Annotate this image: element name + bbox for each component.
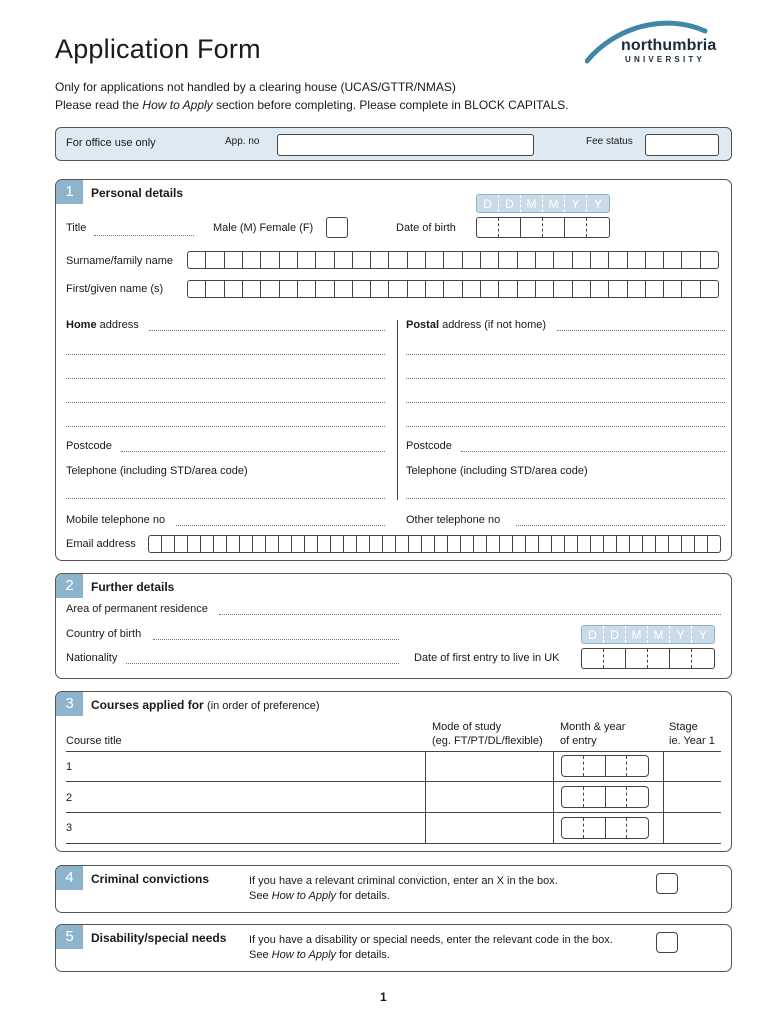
table-row-number: 3 — [66, 822, 73, 834]
home-address-line-1[interactable] — [149, 330, 385, 331]
entry-date-format-hint: D D M M Y Y — [581, 625, 715, 644]
section-number: 1 — [56, 180, 83, 204]
surname-field[interactable] — [187, 251, 719, 269]
col-mode-line-1: Mode of study — [432, 721, 502, 733]
postal-telephone-field[interactable] — [406, 498, 725, 499]
intro-line-2: Please read the How to Apply section before completing. Please complete in BLOCK CAPITALS. — [55, 98, 569, 112]
firstname-label: First/given name (s) — [66, 283, 164, 295]
title-label: Title — [66, 222, 87, 234]
sex-field[interactable] — [326, 217, 348, 238]
residence-label: Area of permanent residence — [66, 603, 208, 615]
country-birth-field[interactable] — [153, 639, 399, 640]
northumbria-logo — [585, 15, 735, 70]
criminal-conviction-box[interactable] — [656, 873, 678, 894]
table-col-rule — [553, 751, 554, 843]
firstname-field[interactable] — [187, 280, 719, 298]
mobile-field[interactable] — [176, 525, 385, 526]
section-title: Courses applied for (in order of preference) — [91, 698, 320, 712]
criminal-instructions: If you have a relevant criminal conviction, enter an X in the box. — [249, 875, 558, 887]
nationality-label: Nationality — [66, 652, 118, 664]
disability-see-details: See How to Apply for details. — [249, 949, 390, 961]
residence-field[interactable] — [219, 614, 721, 615]
home-address-line-4[interactable] — [66, 402, 385, 403]
course-1-entry-date[interactable] — [561, 755, 649, 777]
first-entry-field[interactable] — [581, 648, 715, 669]
postal-address-line-5[interactable] — [406, 426, 725, 427]
table-row-rule — [66, 781, 721, 782]
title-field[interactable] — [94, 235, 194, 236]
fee-status-field[interactable] — [645, 134, 719, 156]
intro-line-1: Only for applications not handled by a clearing house (UCAS/GTTR/NMAS) — [55, 80, 456, 94]
course-3-entry-date[interactable] — [561, 817, 649, 839]
section-number: 5 — [56, 925, 83, 949]
postal-postcode-field[interactable] — [461, 451, 725, 452]
page-number: 1 — [380, 990, 387, 1004]
other-telephone-label: Other telephone no — [406, 514, 501, 526]
form-title: Application Form — [55, 34, 261, 64]
section-number: 4 — [56, 866, 83, 890]
section-number: 2 — [56, 574, 83, 598]
col-stage-line-1: Stage — [669, 721, 698, 733]
fee-status-label: Fee status — [586, 136, 633, 147]
col-stage-line-2: ie. Year 1 — [669, 735, 715, 747]
office-use-panel — [55, 127, 732, 161]
section-criminal-convictions — [55, 865, 732, 913]
email-field[interactable] — [148, 535, 721, 553]
first-entry-label: Date of first entry to live in UK — [414, 652, 560, 664]
section-title: Disability/special needs — [91, 931, 227, 945]
country-birth-label: Country of birth — [66, 628, 142, 640]
table-col-rule — [425, 751, 426, 843]
section-further-details — [55, 573, 732, 679]
address-divider — [397, 320, 398, 500]
app-no-field[interactable] — [277, 134, 534, 156]
section-disability — [55, 924, 732, 972]
table-row-rule — [66, 812, 721, 813]
dob-label: Date of birth — [396, 222, 456, 234]
table-header-rule — [66, 751, 721, 752]
home-address-line-2[interactable] — [66, 354, 385, 355]
postal-address-line-1[interactable] — [557, 330, 725, 331]
home-address-label: Home address — [66, 319, 139, 331]
table-row-number: 2 — [66, 792, 73, 804]
col-month-line-1: Month & year — [560, 721, 626, 733]
home-telephone-field[interactable] — [66, 498, 385, 499]
table-col-rule — [663, 751, 664, 843]
col-month-line-2: of entry — [560, 735, 597, 747]
home-address-line-5[interactable] — [66, 426, 385, 427]
section-title: Personal details — [91, 186, 184, 200]
logo-name: northumbria — [621, 37, 717, 54]
home-postcode-label: Postcode — [66, 440, 112, 452]
disability-code-box[interactable] — [656, 932, 678, 953]
dob-format-hint: D D M M Y Y — [476, 194, 610, 213]
logo-subtitle: UNIVERSITY — [625, 55, 706, 64]
app-no-label: App. no — [225, 136, 260, 147]
section-number: 3 — [56, 692, 83, 716]
col-course-title: Course title — [66, 735, 122, 747]
postal-telephone-label: Telephone (including STD/area code) — [406, 465, 588, 477]
col-mode-line-2: (eg. FT/PT/DL/flexible) — [432, 735, 543, 747]
office-use-label: For office use only — [66, 137, 156, 149]
postal-address-line-4[interactable] — [406, 402, 725, 403]
criminal-see-details: See How to Apply for details. — [249, 890, 390, 902]
postal-address-line-2[interactable] — [406, 354, 725, 355]
course-2-entry-date[interactable] — [561, 786, 649, 808]
email-label: Email address — [66, 538, 136, 550]
home-address-line-3[interactable] — [66, 378, 385, 379]
dob-field[interactable] — [476, 217, 610, 238]
section-title: Further details — [91, 580, 175, 594]
postal-address-label: Postal address (if not home) — [406, 319, 547, 331]
postal-address-line-3[interactable] — [406, 378, 725, 379]
sex-label: Male (M) Female (F) — [213, 222, 314, 234]
mobile-label: Mobile telephone no — [66, 514, 166, 526]
other-telephone-field[interactable] — [516, 525, 725, 526]
table-row-number: 1 — [66, 761, 73, 773]
home-postcode-field[interactable] — [121, 451, 385, 452]
table-row-rule — [66, 843, 721, 844]
postal-postcode-label: Postcode — [406, 440, 452, 452]
section-courses — [55, 691, 732, 852]
surname-label: Surname/family name — [66, 255, 173, 267]
section-personal-details — [55, 179, 732, 561]
section-title: Criminal convictions — [91, 872, 210, 886]
nationality-field[interactable] — [126, 663, 399, 664]
disability-instructions: If you have a disability or special needs, enter the relevant code in the box. — [249, 934, 613, 946]
home-telephone-label: Telephone (including STD/area code) — [66, 465, 248, 477]
